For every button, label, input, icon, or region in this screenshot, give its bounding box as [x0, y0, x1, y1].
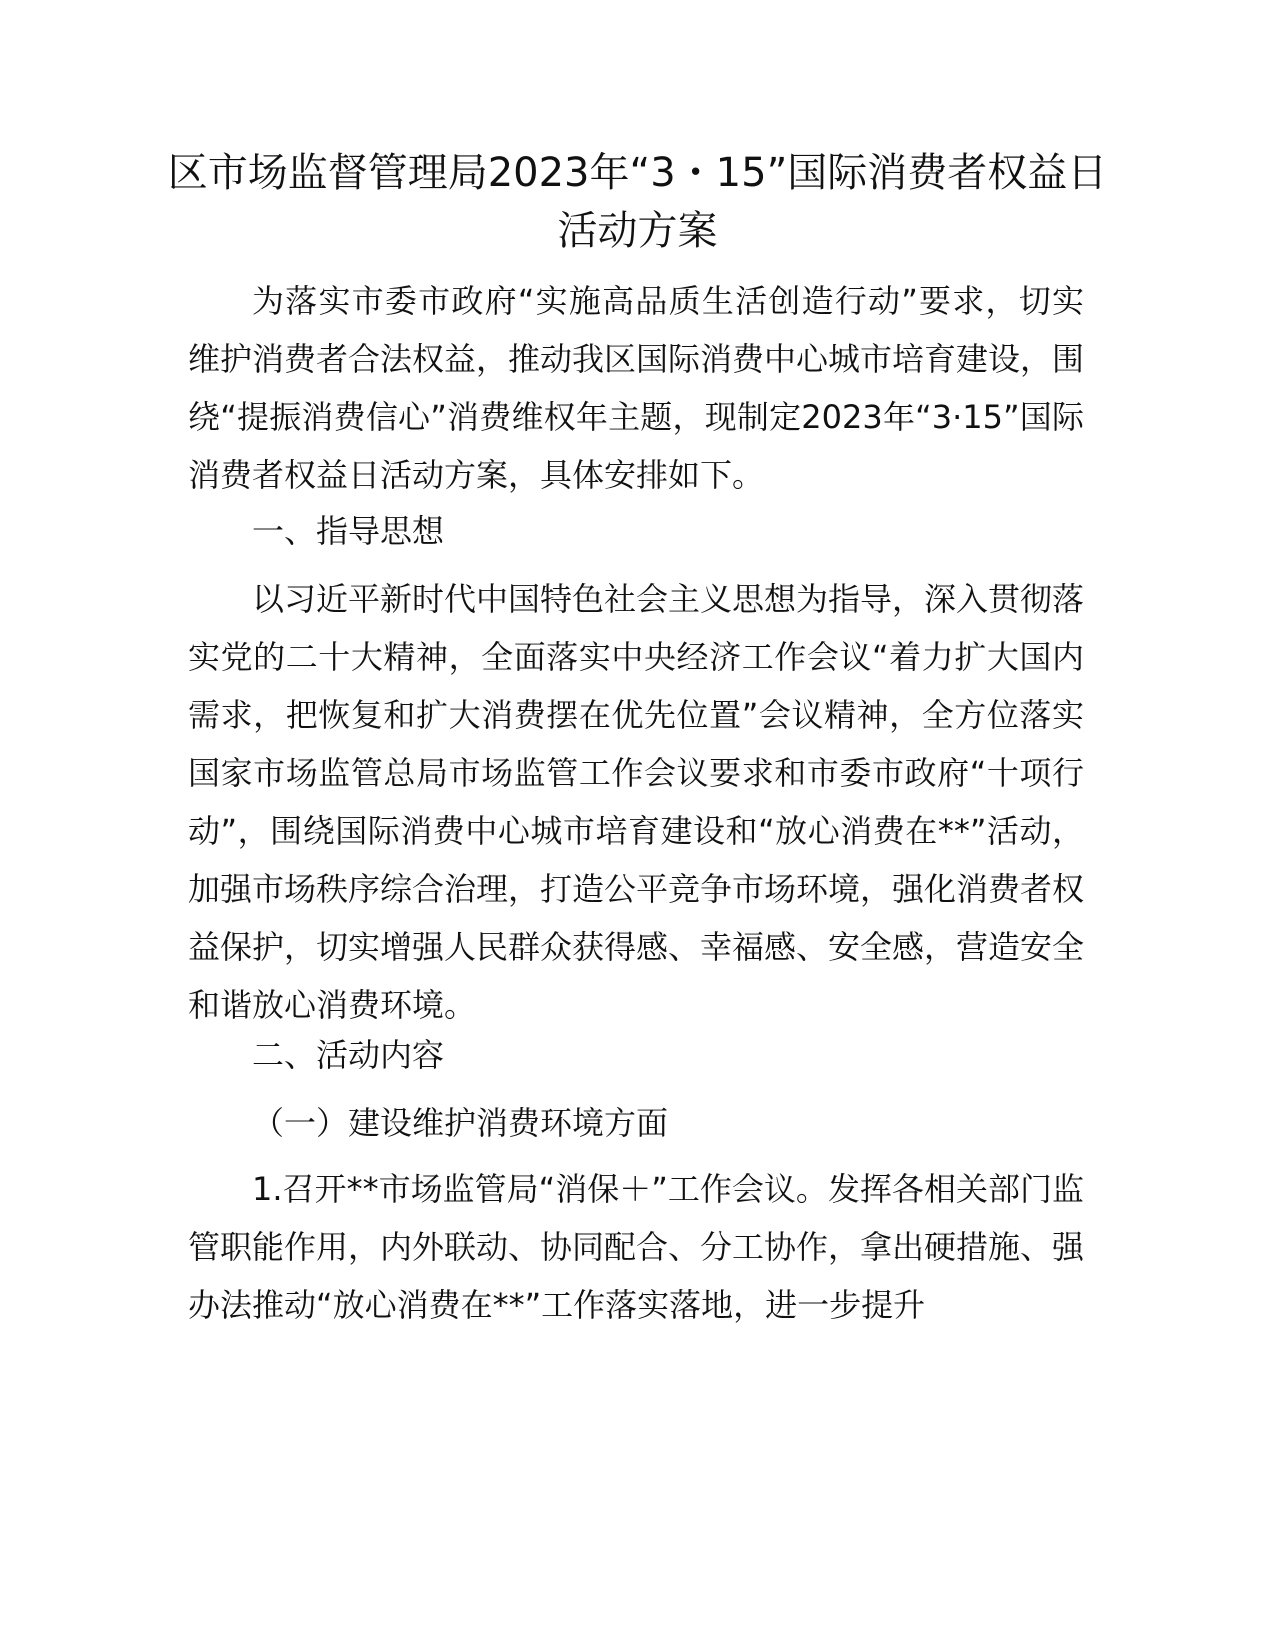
section-1-body: 以习近平新时代中国特色社会主义思想为指导，深入贯彻落实党的二十大精神，全面落实中央经济工作会议“着力扩大国内需求，把恢复和扩大消费摆在优先位置”会议精神，全方位落实国家市场监管总局市场监管工作会议要求和市委市政府“十项行动”，围绕国际消费中心城市培育建设和“放心消费在**”活动，加强市场秩序综合治理，打造公平竞争市场环境，强化消费者权益保护，切实增强人民群众获得感、幸福感、安全感，营造安全和谐放心消费环境。	[188, 580, 1085, 1024]
section-1-heading: 一、指导思想	[252, 512, 445, 550]
section-2-heading: 二、活动内容	[252, 1036, 445, 1074]
item-1-paragraph: 1.召开**市场监管局“消保＋”工作会议。发挥各相关部门监管职能作用，内外联动、协同配合、分工协作，拿出硬措施、强办法推动“放心消费在**”工作落实落地，进一步提升	[188, 1170, 1085, 1324]
intro-paragraph: 为落实市委市政府“实施高品质生活创造行动”要求，切实维护消费者合法权益，推动我区国际消费中心城市培育建设，围绕“提振消费信心”消费维权年主题，现制定2023年“3·15”国际消费者权益日活动方案，具体安排如下。	[188, 282, 1085, 494]
subsection-1-heading: （一）建设维护消费环境方面	[252, 1104, 669, 1142]
document-title: 区市场监督管理局2023年“3・15”国际消费者权益日活动方案	[167, 150, 1108, 254]
